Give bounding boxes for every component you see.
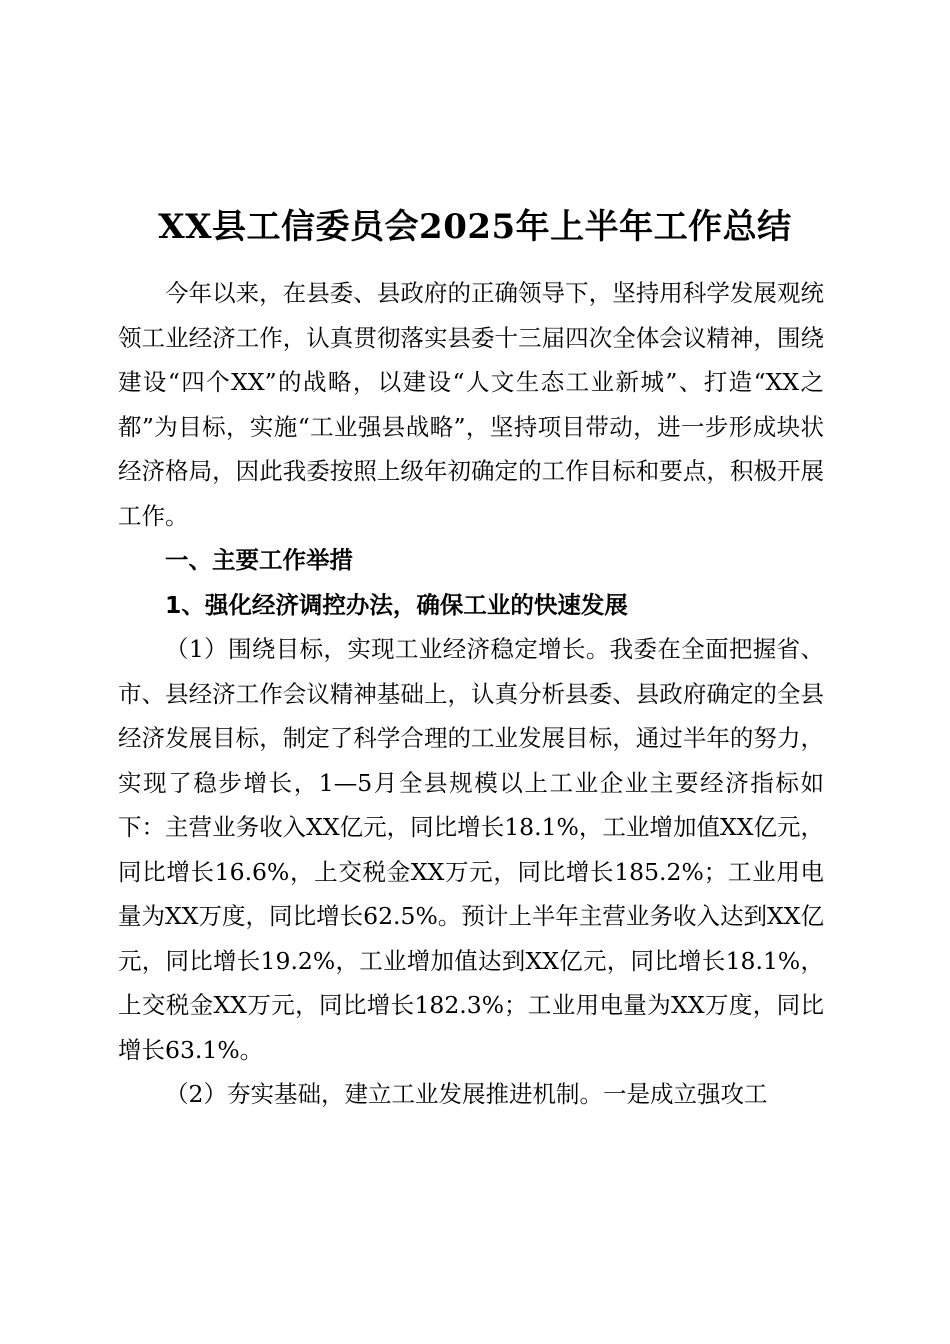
subsection-heading: 1、强化经济调控办法，确保工业的快速发展: [165, 590, 628, 619]
section-heading: 一、主要工作举措: [165, 546, 353, 574]
document-body: [118, 271, 824, 1117]
body-paragraph: （1）围绕目标，实现工业经济稳定增长。我委在全面把握省、市、县经济工作会议精神基础上，认真分析县委、县政府确定的全县经济发展目标，制定了科学合理的工业发展目标，通过半年的努力，实现了稳步增长，1—5月全县规模以上工业企业主要经济指标如下：主营业务收入XX亿元，同比增长18.1%，工业增加值XX亿元，同比增长16.6%，上交税金XX万元，同比增长185.2%；工业用电量为XX万度，同比增长62.5%。预计上半年主营业务收入达到XX亿元，同比增长19.2%，工业增加值达到XX亿元，同比增长18.1%，上交税金XX万元，同比增长182.3%；工业用电量为XX万度，同比增长63.1%。: [118, 635, 824, 1064]
document-title: XX县工信委员会2025年上半年工作总结: [158, 206, 792, 247]
body-paragraph: （2）夯实基础，建立工业发展推进机制。一是成立强攻工: [165, 1080, 768, 1108]
intro-paragraph: 今年以来，在县委、县政府的正确领导下，坚持用科学发展观统领工业经济工作，认真贯彻落实县委十三届四次全体会议精神，围绕建设“四个XX”的战略，以建设“人文生态工业新城”、打造“XX之都”为目标，实施“工业强县战略”，坚持项目带动，进一步形成块状经济格局，因此我委按照上级年初确定的工作目标和要点，积极开展工作。: [118, 279, 824, 530]
